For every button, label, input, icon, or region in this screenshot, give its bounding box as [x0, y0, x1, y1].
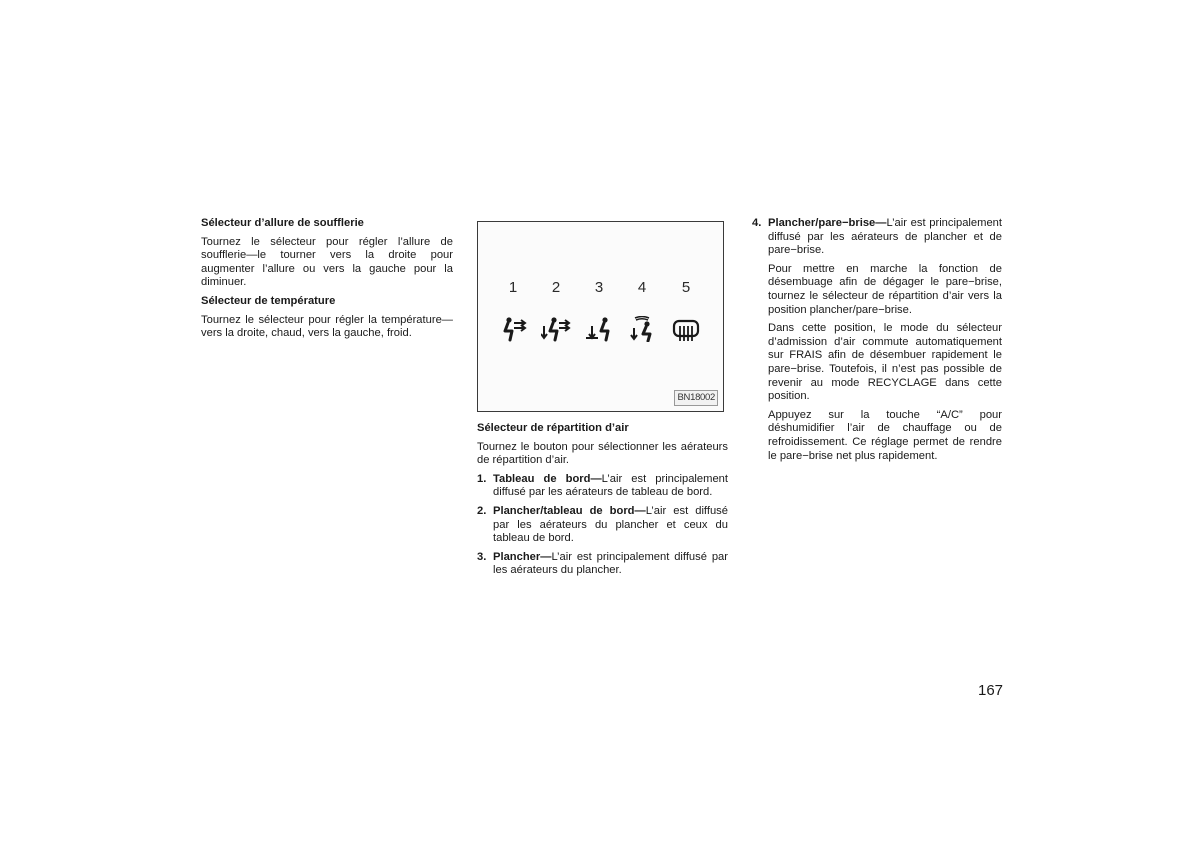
left-column — [201, 217, 453, 346]
position-number-5: 5 — [681, 279, 691, 296]
list-item — [477, 551, 728, 578]
air-distribution-heading: Sélecteur de répartition d’air — [477, 422, 629, 434]
position-number-1: 1 — [508, 279, 518, 296]
floor-vent-icon — [584, 316, 614, 342]
list-item — [477, 473, 728, 500]
air-distribution-figure — [477, 221, 724, 412]
middle-column — [477, 217, 728, 583]
list-item-text: L’air est principalement diffusé par les aérateurs du plancher. — [493, 550, 728, 577]
position-number-3: 3 — [594, 279, 604, 296]
list-item-number: 2. — [477, 504, 487, 517]
page-number: 167 — [978, 682, 1004, 699]
figure-code: BN18002 — [674, 390, 718, 406]
list-item-text: L’air est principalement diffusé par les aérateurs de plancher et de pare−brise. — [768, 217, 1002, 257]
blower-selector-text: Tournez le sélecteur pour régler l’allure de soufflerie—le tourner vers la droite pour augmenter l’allure ou vers la gauche pour la diminuer. — [201, 235, 453, 289]
list-item-text: L’air est diffusé par les aérateurs du plancher et ceux du tableau de bord. — [493, 504, 728, 545]
list-item-number: 4. — [752, 217, 762, 229]
face-floor-vent-icon — [541, 316, 571, 342]
list-item-title: Tableau de bord— — [493, 472, 602, 485]
list-item — [477, 505, 728, 546]
temperature-selector-heading: Sélecteur de température — [201, 294, 336, 307]
list-item-title: Plancher/pare−brise— — [768, 217, 887, 229]
face-vent-icon — [498, 316, 528, 342]
list-item-number: 1. — [477, 472, 487, 485]
list-item-title: Plancher— — [493, 550, 552, 563]
position-number-4: 4 — [637, 279, 647, 296]
list-item-number: 3. — [477, 550, 487, 563]
position-number-2: 2 — [551, 279, 561, 296]
defog-instructions: Pour mettre en marche la fonction de désembuage afin de dégager le pare−brise, tournez le sélecteur de répartition d’air vers la position plancher/pare−brise. — [768, 262, 1002, 316]
rear-defroster-icon — [671, 316, 701, 342]
intake-mode-note: Dans cette position, le mode du sélecteur d’admission d’air commute automatiquement sur FRAIS afin de désembuer rapidement le pare−brise. Toutefois, il n’est pas possible de revenir au mode RECYCLAGE dans cette position. — [768, 322, 1002, 403]
air-distribution-intro: Tournez le bouton pour sélectionner les aérateurs de répartition d’air. — [477, 440, 728, 467]
list-item-title: Plancher/tableau de bord— — [493, 504, 646, 517]
floor-windshield-vent-icon — [627, 316, 657, 342]
list-item — [752, 217, 1002, 258]
temperature-selector-text: Tournez le sélecteur pour régler la température—vers la droite, chaud, vers la gauche, froid. — [201, 313, 453, 340]
list-item-text: L’air est principalement diffusé par les aérateurs de tableau de bord. — [493, 472, 728, 499]
blower-selector-heading: Sélecteur d’allure de soufflerie — [201, 217, 364, 229]
right-column — [752, 217, 1002, 468]
ac-dehumidify-note: Appuyez sur la touche “A/C” pour déshumidifier l’air de chauffage ou de refroidissement. Ce réglage permet de rendre le pare−brise net plus rapidement. — [768, 408, 1002, 462]
